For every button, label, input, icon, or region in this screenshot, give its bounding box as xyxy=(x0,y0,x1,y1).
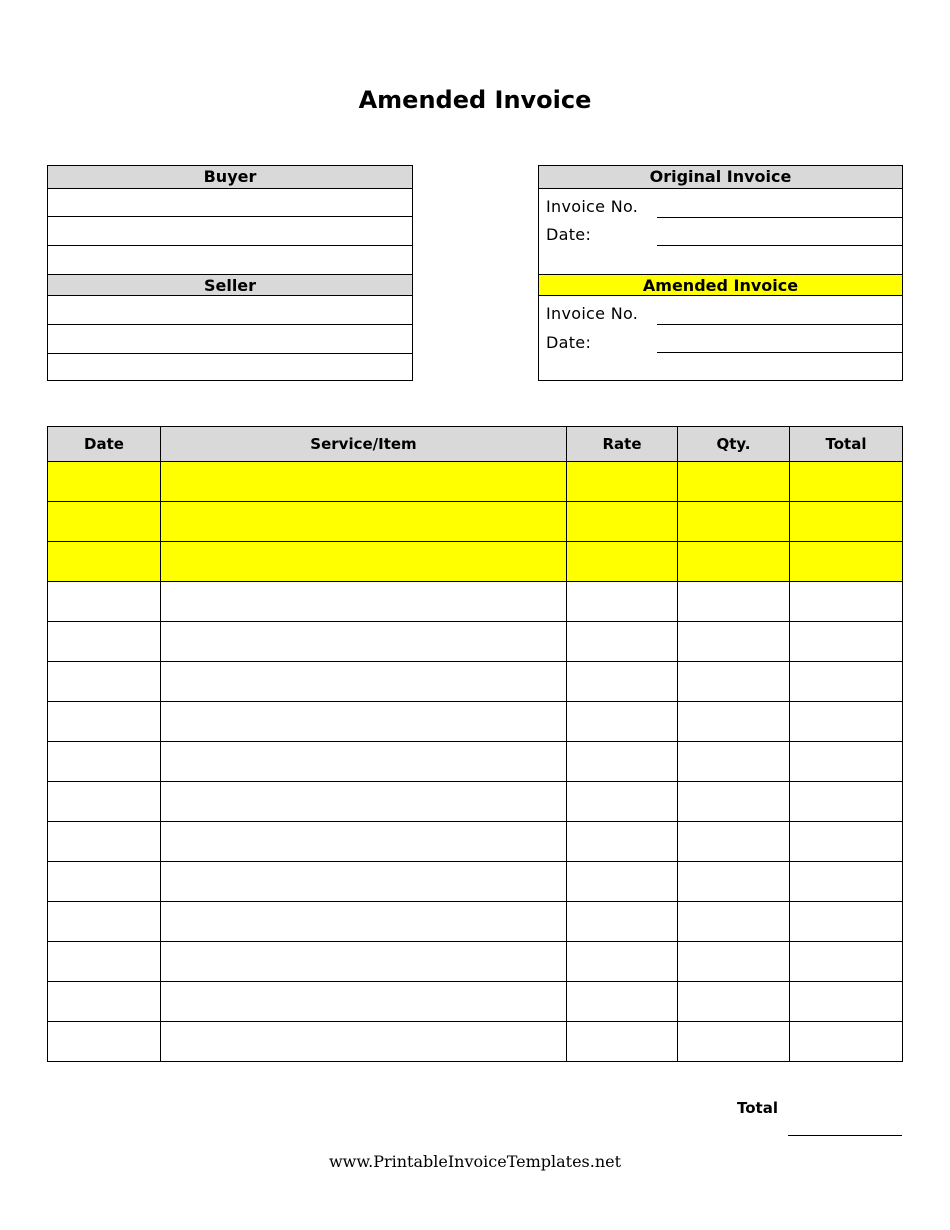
qty-cell[interactable] xyxy=(678,982,790,1022)
amended-date-label: Date: xyxy=(546,333,592,352)
items-table xyxy=(47,426,903,1062)
rate-cell[interactable] xyxy=(567,782,678,822)
date-cell[interactable] xyxy=(48,902,161,942)
rate-cell[interactable] xyxy=(567,822,678,862)
date-cell[interactable] xyxy=(48,462,161,502)
total-cell[interactable] xyxy=(790,742,903,782)
seller-line-1[interactable] xyxy=(48,295,412,324)
footer-url: www.PrintableInvoiceTemplates.net xyxy=(328,1152,622,1171)
total-cell[interactable] xyxy=(790,462,903,502)
date-cell[interactable] xyxy=(48,982,161,1022)
qty-cell[interactable] xyxy=(678,502,790,542)
date-cell[interactable] xyxy=(48,1022,161,1062)
total-cell[interactable] xyxy=(790,542,903,582)
seller-header: Seller xyxy=(48,274,412,296)
rate-cell[interactable] xyxy=(567,942,678,982)
qty-cell[interactable] xyxy=(678,822,790,862)
total-cell[interactable] xyxy=(790,822,903,862)
qty-cell[interactable] xyxy=(678,1022,790,1062)
table-row xyxy=(48,742,903,782)
table-row xyxy=(48,782,903,822)
date-cell[interactable] xyxy=(48,822,161,862)
date-cell[interactable] xyxy=(48,582,161,622)
col-header-date: Date xyxy=(48,427,161,462)
rate-cell[interactable] xyxy=(567,462,678,502)
service-item-cell[interactable] xyxy=(161,942,567,982)
date-cell[interactable] xyxy=(48,782,161,822)
rate-cell[interactable] xyxy=(567,702,678,742)
items-body xyxy=(48,462,903,1062)
original-date-field[interactable] xyxy=(657,217,902,246)
table-row xyxy=(48,1022,903,1062)
col-header-total: Total xyxy=(790,427,903,462)
rate-cell[interactable] xyxy=(567,862,678,902)
seller-line-3[interactable] xyxy=(48,353,412,381)
table-row xyxy=(48,942,903,982)
date-cell[interactable] xyxy=(48,862,161,902)
table-row xyxy=(48,502,903,542)
table-row xyxy=(48,542,903,582)
qty-cell[interactable] xyxy=(678,582,790,622)
rate-cell[interactable] xyxy=(567,982,678,1022)
amended-invoice-fields xyxy=(539,295,902,381)
total-cell[interactable] xyxy=(790,982,903,1022)
total-label: Total xyxy=(737,1099,778,1117)
total-field[interactable] xyxy=(788,1117,902,1136)
rate-cell[interactable] xyxy=(567,542,678,582)
total-cell[interactable] xyxy=(790,902,903,942)
page-title: Amended Invoice xyxy=(358,86,592,114)
seller-line-2[interactable] xyxy=(48,324,412,353)
buyer-line-3[interactable] xyxy=(48,245,412,274)
date-cell[interactable] xyxy=(48,542,161,582)
qty-cell[interactable] xyxy=(678,782,790,822)
amended-invoice-no-label: Invoice No. xyxy=(546,304,639,323)
service-item-cell[interactable] xyxy=(161,622,567,662)
qty-cell[interactable] xyxy=(678,622,790,662)
total-cell[interactable] xyxy=(790,1022,903,1062)
invoice-info-box xyxy=(538,165,903,381)
qty-cell[interactable] xyxy=(678,702,790,742)
date-cell[interactable] xyxy=(48,502,161,542)
service-item-cell[interactable] xyxy=(161,782,567,822)
qty-cell[interactable] xyxy=(678,942,790,982)
amended-invoice-header: Amended Invoice xyxy=(539,274,902,296)
service-item-cell[interactable] xyxy=(161,542,567,582)
date-cell[interactable] xyxy=(48,622,161,662)
qty-cell[interactable] xyxy=(678,902,790,942)
table-row xyxy=(48,862,903,902)
service-item-cell[interactable] xyxy=(161,862,567,902)
qty-cell[interactable] xyxy=(678,462,790,502)
buyer-seller-box xyxy=(47,165,413,381)
total-cell[interactable] xyxy=(790,622,903,662)
service-item-cell[interactable] xyxy=(161,502,567,542)
service-item-cell[interactable] xyxy=(161,1022,567,1062)
service-item-cell[interactable] xyxy=(161,662,567,702)
original-date-label: Date: xyxy=(546,225,592,244)
service-item-cell[interactable] xyxy=(161,902,567,942)
col-header-service-item: Service/Item xyxy=(161,427,567,462)
rate-cell[interactable] xyxy=(567,902,678,942)
rate-cell[interactable] xyxy=(567,582,678,622)
total-cell[interactable] xyxy=(790,942,903,982)
original-invoice-no-field[interactable] xyxy=(657,189,902,218)
qty-cell[interactable] xyxy=(678,662,790,702)
amended-date-field[interactable] xyxy=(657,324,902,353)
service-item-cell[interactable] xyxy=(161,582,567,622)
col-header-qty: Qty. xyxy=(678,427,790,462)
amended-invoice-no-field[interactable] xyxy=(657,296,902,325)
rate-cell[interactable] xyxy=(567,742,678,782)
table-row xyxy=(48,982,903,1022)
total-cell[interactable] xyxy=(790,662,903,702)
table-row xyxy=(48,622,903,662)
rate-cell[interactable] xyxy=(567,662,678,702)
total-cell[interactable] xyxy=(790,782,903,822)
date-cell[interactable] xyxy=(48,662,161,702)
rate-cell[interactable] xyxy=(567,622,678,662)
qty-cell[interactable] xyxy=(678,862,790,902)
service-item-cell[interactable] xyxy=(161,702,567,742)
total-cell[interactable] xyxy=(790,702,903,742)
table-row xyxy=(48,582,903,622)
items-header-row xyxy=(48,427,903,462)
buyer-line-1[interactable] xyxy=(48,188,412,217)
table-row xyxy=(48,902,903,942)
service-item-cell[interactable] xyxy=(161,742,567,782)
service-item-cell[interactable] xyxy=(161,982,567,1022)
total-cell[interactable] xyxy=(790,582,903,622)
rate-cell[interactable] xyxy=(567,1022,678,1062)
original-invoice-fields xyxy=(539,188,902,274)
qty-cell[interactable] xyxy=(678,742,790,782)
buyer-header: Buyer xyxy=(48,166,412,189)
qty-cell[interactable] xyxy=(678,542,790,582)
col-header-rate: Rate xyxy=(567,427,678,462)
table-row xyxy=(48,702,903,742)
total-cell[interactable] xyxy=(790,502,903,542)
original-invoice-header: Original Invoice xyxy=(539,166,902,189)
date-cell[interactable] xyxy=(48,942,161,982)
table-row xyxy=(48,822,903,862)
service-item-cell[interactable] xyxy=(161,822,567,862)
table-row xyxy=(48,662,903,702)
rate-cell[interactable] xyxy=(567,502,678,542)
date-cell[interactable] xyxy=(48,742,161,782)
buyer-line-2[interactable] xyxy=(48,216,412,245)
total-cell[interactable] xyxy=(790,862,903,902)
original-invoice-no-label: Invoice No. xyxy=(546,197,639,216)
table-row xyxy=(48,462,903,502)
date-cell[interactable] xyxy=(48,702,161,742)
service-item-cell[interactable] xyxy=(161,462,567,502)
